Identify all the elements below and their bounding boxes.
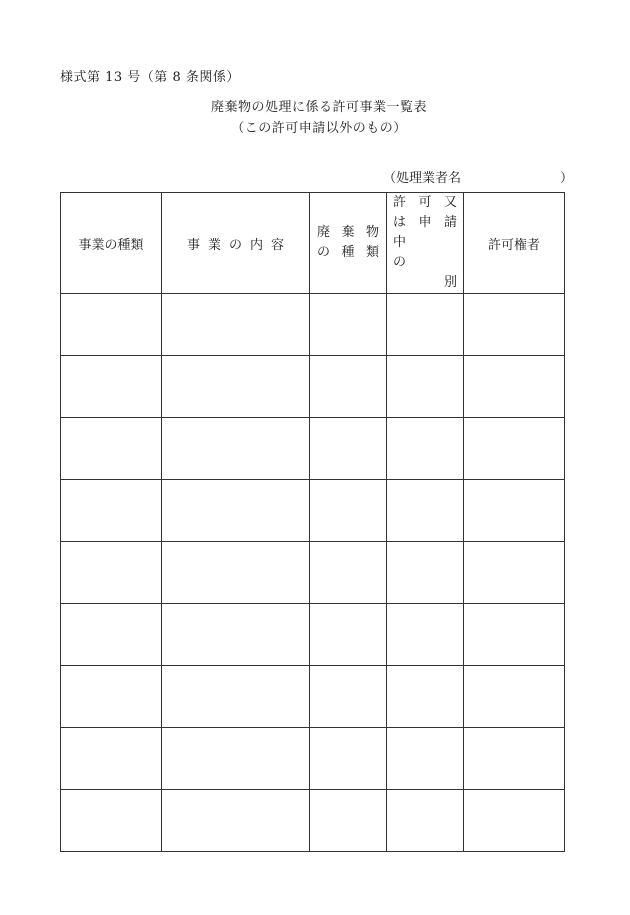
header-waste-type-line: の 種 類 xyxy=(317,245,379,260)
table-row xyxy=(61,542,565,604)
table-row xyxy=(61,790,565,852)
table-cell[interactable] xyxy=(162,790,310,852)
table-cell[interactable] xyxy=(162,604,310,666)
header-waste-type-line: 廃 棄 物 xyxy=(317,225,379,240)
table-cell[interactable] xyxy=(387,728,464,790)
table-cell[interactable] xyxy=(387,790,464,852)
header-permit-status-line: は 申 請 中 xyxy=(393,215,457,250)
table-cell[interactable] xyxy=(464,790,565,852)
header-permit-status-lines xyxy=(393,193,457,293)
table-cell[interactable] xyxy=(310,542,387,604)
table-row xyxy=(61,728,565,790)
table-cell[interactable] xyxy=(464,666,565,728)
table-cell[interactable] xyxy=(464,418,565,480)
table-row xyxy=(61,356,565,418)
table-cell[interactable] xyxy=(162,728,310,790)
table-cell[interactable] xyxy=(61,418,162,480)
operator-name-field[interactable] xyxy=(383,167,573,186)
table-cell[interactable] xyxy=(162,480,310,542)
header-business-content-label: 事業の内容 xyxy=(186,237,292,253)
table-cell[interactable] xyxy=(61,604,162,666)
table-cell[interactable] xyxy=(464,728,565,790)
table-row xyxy=(61,294,565,356)
table-row xyxy=(61,604,565,666)
table-cell[interactable] xyxy=(387,666,464,728)
table-cell[interactable] xyxy=(464,356,565,418)
table-header-row xyxy=(61,193,565,294)
header-permit-status-line: の 別 xyxy=(393,255,457,290)
table-cell[interactable] xyxy=(464,480,565,542)
table-cell[interactable] xyxy=(61,542,162,604)
operator-name-close-paren: ） xyxy=(559,171,573,186)
table-cell[interactable] xyxy=(464,604,565,666)
table-cell[interactable] xyxy=(61,666,162,728)
table-cell[interactable] xyxy=(61,728,162,790)
table-cell[interactable] xyxy=(387,604,464,666)
header-permitting-authority: 許可権者 xyxy=(464,193,565,294)
table-cell[interactable] xyxy=(310,666,387,728)
permit-list-table xyxy=(60,192,565,852)
table-cell[interactable] xyxy=(310,604,387,666)
table-cell[interactable] xyxy=(61,356,162,418)
table-cell[interactable] xyxy=(310,418,387,480)
table-cell[interactable] xyxy=(387,542,464,604)
table-cell[interactable] xyxy=(162,356,310,418)
header-business-type: 事業の種類 xyxy=(61,193,162,294)
table-body xyxy=(61,294,565,852)
operator-name-label: （処理業者名 xyxy=(383,171,462,186)
table-cell[interactable] xyxy=(61,790,162,852)
table-cell[interactable] xyxy=(61,480,162,542)
table-cell[interactable] xyxy=(310,480,387,542)
table-cell[interactable] xyxy=(162,542,310,604)
header-business-content xyxy=(162,193,310,294)
table-cell[interactable] xyxy=(162,294,310,356)
document-title: 廃棄物の処理に係る許可事業一覧表 xyxy=(210,100,427,115)
table-cell[interactable] xyxy=(464,294,565,356)
header-permit-status-line: 許 可 又 xyxy=(393,195,457,210)
header-permit-status xyxy=(387,193,464,294)
table-cell[interactable] xyxy=(310,790,387,852)
header-waste-type xyxy=(310,193,387,294)
header-waste-type-lines xyxy=(317,223,379,263)
table-cell[interactable] xyxy=(387,356,464,418)
table-row xyxy=(61,418,565,480)
form-number: 様式第 13 号（第 8 条関係） xyxy=(60,70,240,85)
table-row xyxy=(61,480,565,542)
table-cell[interactable] xyxy=(61,294,162,356)
document-subtitle: （この許可申請以外のもの） xyxy=(231,121,407,136)
table-cell[interactable] xyxy=(162,666,310,728)
table-cell[interactable] xyxy=(310,728,387,790)
table-row xyxy=(61,666,565,728)
table-cell[interactable] xyxy=(310,294,387,356)
table-cell[interactable] xyxy=(387,418,464,480)
table-cell[interactable] xyxy=(387,480,464,542)
table-cell[interactable] xyxy=(464,542,565,604)
table-cell[interactable] xyxy=(387,294,464,356)
table-cell[interactable] xyxy=(162,418,310,480)
table-cell[interactable] xyxy=(310,356,387,418)
